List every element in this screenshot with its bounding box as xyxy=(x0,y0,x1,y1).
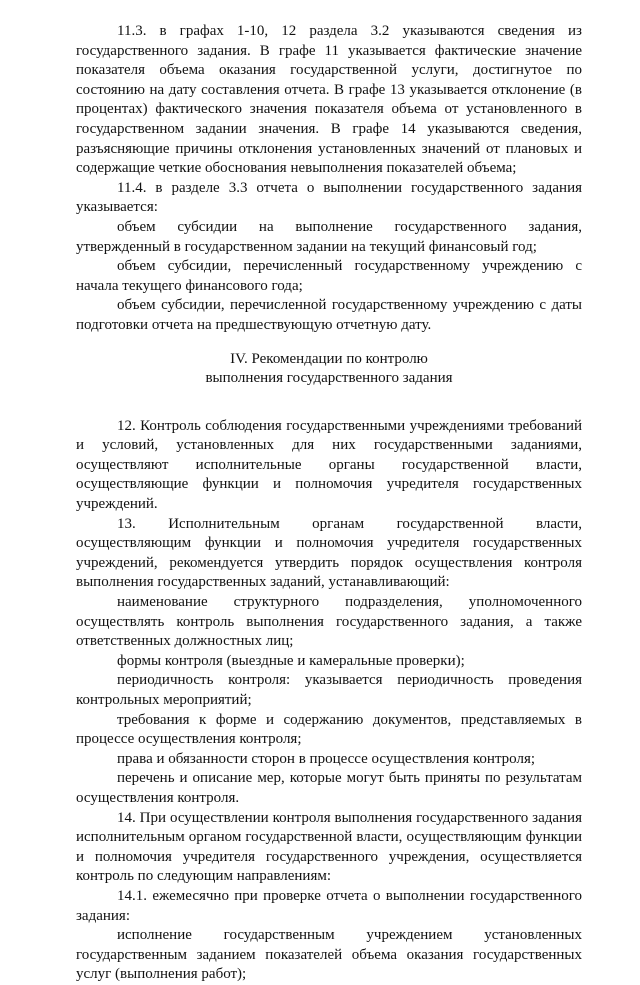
list-item-volume-indicators: исполнение государственным учреждением установленных государственным заданием показателей объема оказания государственных услуг (выполнения работ); xyxy=(76,927,582,983)
paragraph-subsidy-approved: объем субсидии на выполнение государственного задания, утвержденный в государственном задании на текущий финансовый год; xyxy=(76,218,582,255)
section-heading-line-2: выполнения государственного задания xyxy=(205,370,453,387)
paragraph-subsidy-transferred: объем субсидии, перечисленный государственному учреждению с начала текущего финансового года; xyxy=(76,258,582,294)
paragraph-14: 14. При осуществлении контроля выполнения государственного задания исполнительным органом государственной власти, осуществляющим функции и полномочия учредителя государственного учреждения, осуществляется контроль по следующим направлениям: xyxy=(76,809,582,885)
paragraph-13: 13. Исполнительным органам государственной власти, осуществляющим функции и полномочия учредителя государственных учреждений, рекомендуется утвердить порядок осуществления контроля выполнения государственных заданий, устанавливающий: xyxy=(76,515,582,591)
paragraph-12: 12. Контроль соблюдения государственными учреждениями требований и условий, установленных для них государственными заданиями, осуществляют исполнительные органы государственной власти, осуществляющие функции и полномочия учредителя государственных учреждений. xyxy=(76,417,582,513)
list-item-document-requirements: требования к форме и содержанию документов, представляемых в процессе осуществления контроля; xyxy=(76,711,582,748)
list-item-rights-duties: права и обязанности сторон в процессе осуществления контроля; xyxy=(117,750,536,767)
list-item-periodicity: периодичность контроля: указывается периодичность проведения контрольных мероприятий; xyxy=(76,672,582,708)
paragraph-subsidy-reporting: объем субсидии, перечисленной государственному учреждению с даты подготовки отчета на предшествующую отчетную дату. xyxy=(76,297,582,333)
paragraph-14-1: 14.1. ежемесячно при проверке отчета о выполнении государственного задания: xyxy=(76,887,582,924)
section-heading-line-1: IV. Рекомендации по контролю xyxy=(230,350,428,367)
list-item-control-forms: формы контроля (выездные и камеральные проверки); xyxy=(117,652,465,669)
list-item-measures: перечень и описание мер, которые могут быть приняты по результатам осуществления контроля. xyxy=(76,770,582,806)
paragraph-11-3: 11.3. в графах 1-10, 12 раздела 3.2 указываются сведения из государственного задания. В графе 11 указывается фактические значение показателя объема оказания государственной услуги, достигнутое по состоянию на дату составления отчета. В графе 13 указывается отклонение (в процентах) фактического значения показателя объема от установленного в государственном задании значения. В графе 14 указываются сведения, разъясняющие причины отклонения установленных значений от плановых и содержащие четкие обоснования невыполнения показателей объема; xyxy=(76,23,582,177)
list-item-structural-unit: наименование структурного подразделения, уполномоченного осуществлять контроль выполнения государственного задания, а также ответственных должностных лиц; xyxy=(76,594,582,650)
paragraph-11-4: 11.4. в разделе 3.3 отчета о выполнении государственного задания указывается: xyxy=(76,179,582,216)
section-heading xyxy=(76,350,582,389)
